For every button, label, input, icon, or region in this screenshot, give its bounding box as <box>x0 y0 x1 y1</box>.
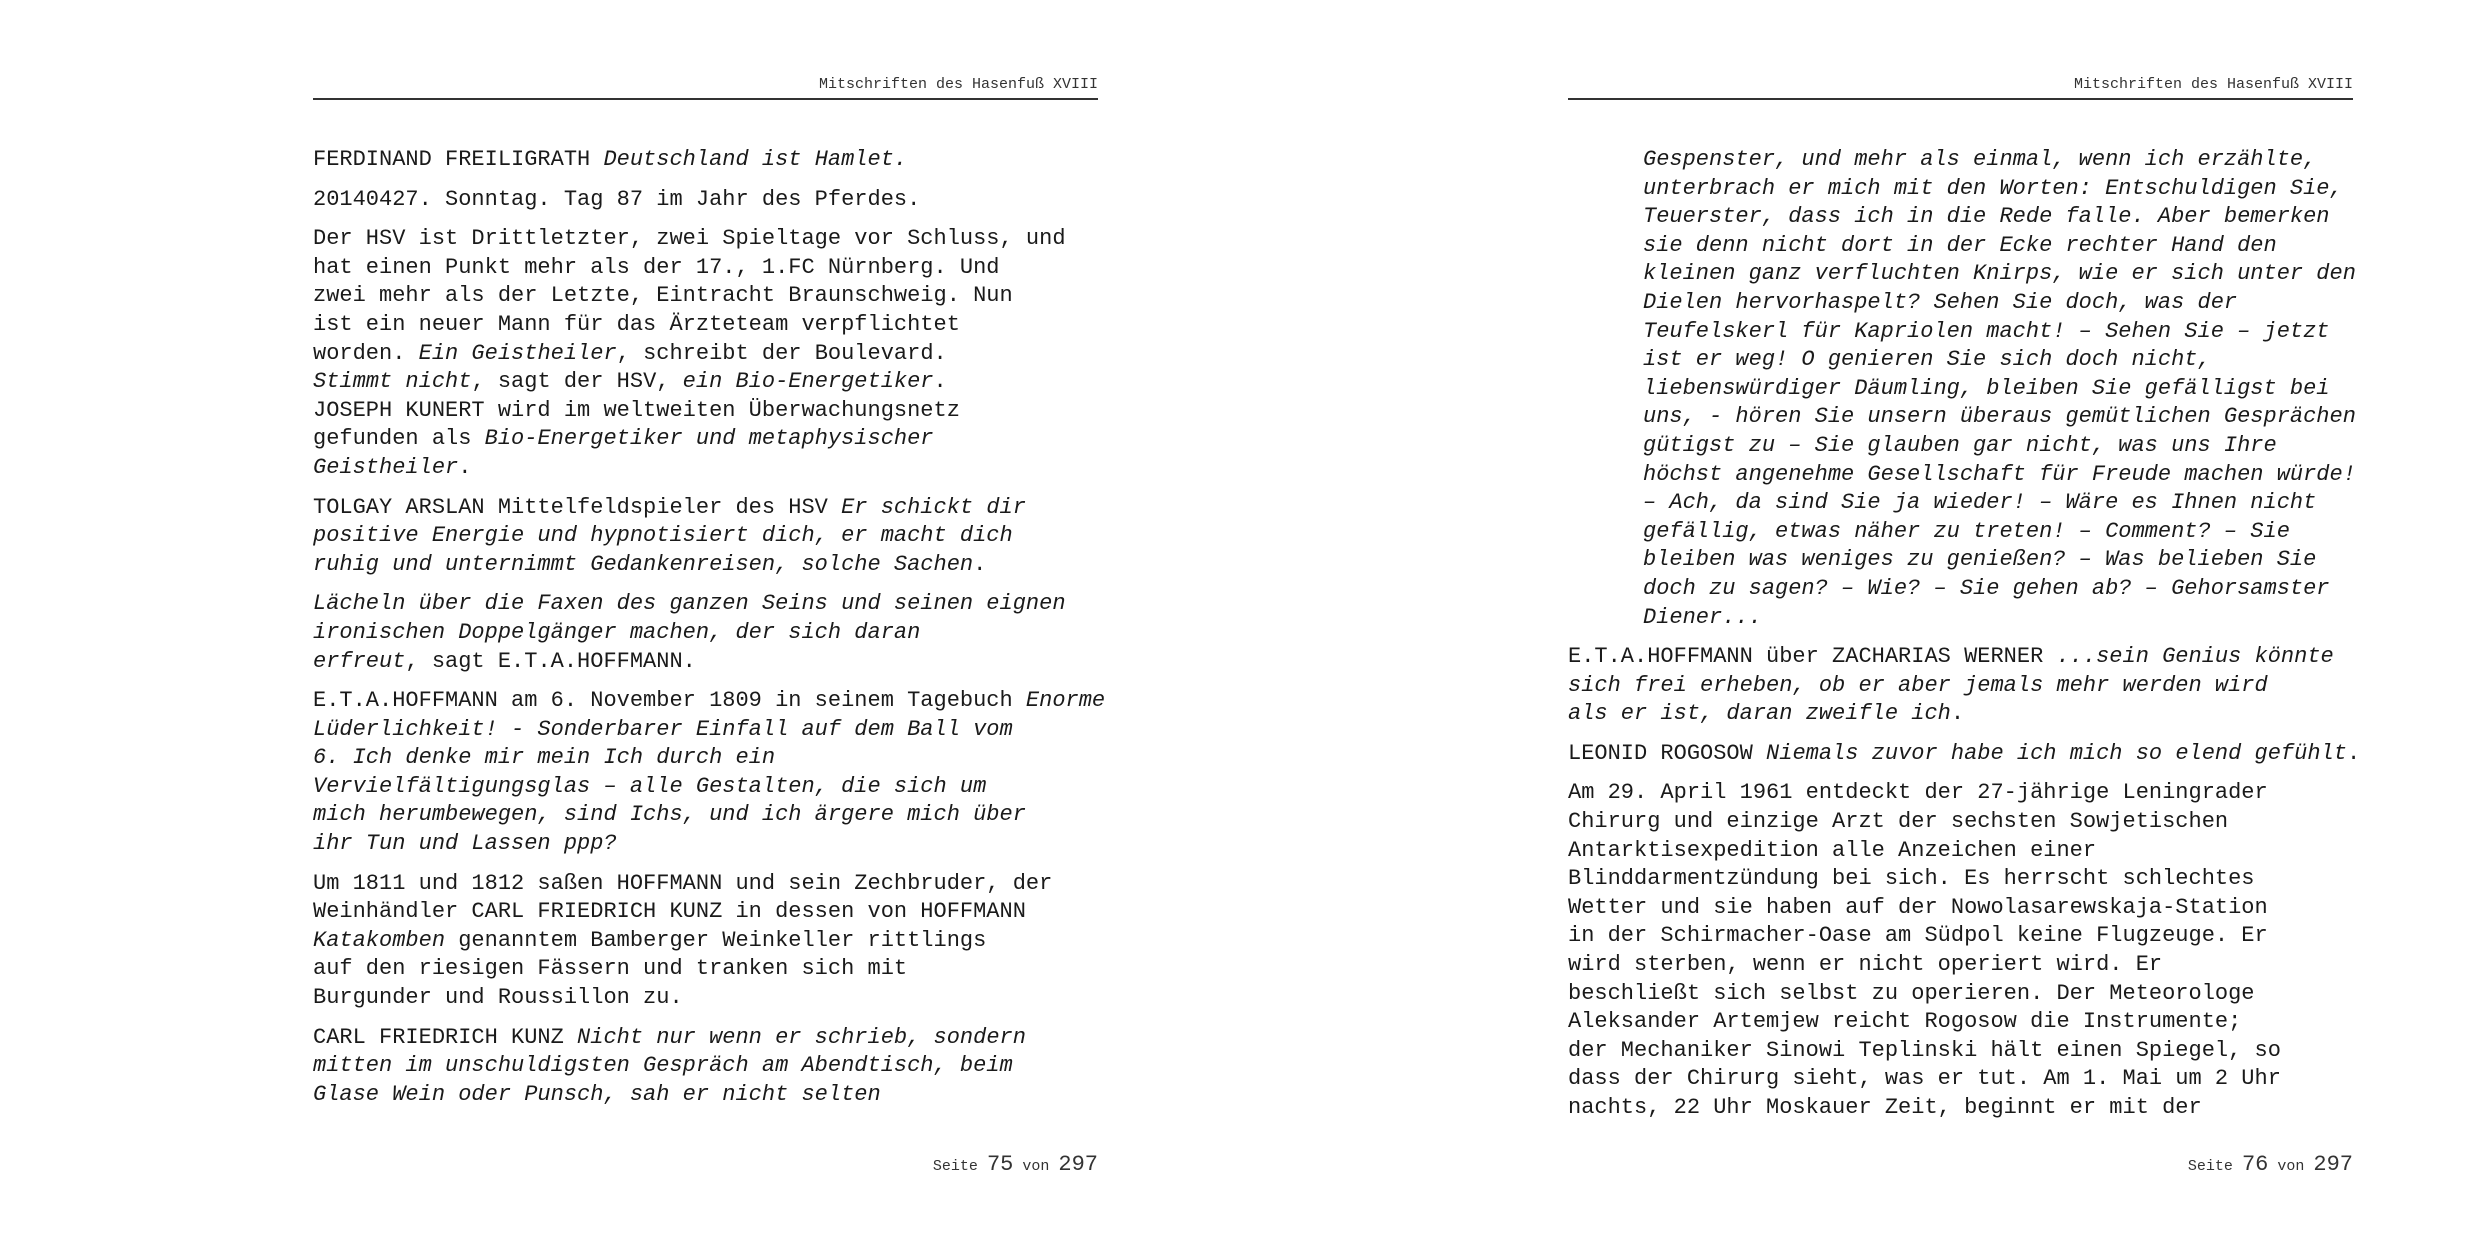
text-line <box>313 522 1098 551</box>
text-line <box>313 927 1098 956</box>
italic-run: ist er weg! O genieren Sie sich doch nicht, <box>1643 347 2211 373</box>
italic-run: gütigst zu – Sie glauben gar nicht, was uns Ihre <box>1643 432 2277 458</box>
text-run: ist ein neuer Mann für das Ärzteteam verpflichtet <box>313 311 960 337</box>
text-run: . <box>2346 740 2361 766</box>
text-run: dass der Chirurg sieht, was er tut. Am 1. Mai um 2 Uhr <box>1568 1066 2281 1092</box>
page-number: 75 <box>986 1152 1014 1177</box>
text-run: E.T.A.HOFFMANN am 6. November 1809 in seinem Tagebuch <box>313 688 1026 714</box>
text-line <box>313 984 1098 1013</box>
italic-run: Enorme <box>1025 688 1106 714</box>
text-line <box>1643 175 2353 204</box>
text-line <box>1643 432 2353 461</box>
italic-run: Ein Geistheiler <box>418 340 617 366</box>
text-line <box>313 744 1098 773</box>
paragraph <box>313 1024 1098 1110</box>
text-line <box>313 340 1098 369</box>
footer-middle: von <box>2277 1158 2305 1175</box>
text-run: LEONID ROGOSOW <box>1568 740 1767 766</box>
text-run: in der Schirmacher-Oase am Südpol keine Flugzeuge. Er <box>1568 923 2268 949</box>
italic-run: ihr Tun und Lassen ppp? <box>313 831 617 857</box>
text-line <box>313 1024 1098 1053</box>
text-run: wird sterben, wenn er nicht operiert wird. Er <box>1568 952 2163 978</box>
text-line <box>1643 146 2353 175</box>
page-body <box>313 146 1106 1120</box>
paragraph <box>313 225 1098 482</box>
text-run: FERDINAND FREILIGRATH <box>313 147 604 172</box>
page-total: 297 <box>2313 1152 2353 1177</box>
running-header: Mitschriften des Hasenfuß XVIII <box>1568 72 2353 100</box>
italic-run: – Ach, da sind Sie ja wieder! – Wäre es Ihnen nicht <box>1643 490 2317 516</box>
text-line <box>313 494 1098 523</box>
italic-run: Nicht nur wenn er schrieb, sondern <box>577 1024 1026 1050</box>
paragraph <box>313 494 1098 580</box>
text-run: Burgunder und Roussillon zu. <box>313 985 683 1011</box>
italic-run: ...sein Genius könnte <box>2056 644 2334 670</box>
footer-prefix: Seite <box>2187 1158 2233 1175</box>
text-run: Blinddarmentzündung bei sich. Es herrscht schlechtes <box>1568 866 2255 892</box>
text-run: auf den riesigen Fässern und tranken sich mit <box>313 956 908 982</box>
text-line <box>1568 1094 2353 1123</box>
italic-run: ruhig und unternimmt Gedankenreisen, solche Sachen <box>313 551 974 577</box>
italic-run: Diener... <box>1643 604 1762 630</box>
text-line <box>1643 403 2356 432</box>
text-run: . <box>973 551 987 577</box>
page-body <box>1568 146 2361 1134</box>
text-run: Wetter und sie haben auf der Nowolasarewskaja-Station <box>1568 894 2268 920</box>
footer-middle: von <box>1022 1158 1050 1175</box>
text-run: E.T.A.HOFFMANN über ZACHARIAS WERNER <box>1568 644 2057 670</box>
italic-run: höchst angenehme Gesellschaft für Freude machen würde! <box>1643 461 2356 487</box>
text-run: . <box>1950 701 1965 727</box>
text-run: TOLGAY ARSLAN Mittelfeldspieler des HSV <box>313 494 842 520</box>
text-line <box>1568 980 2353 1009</box>
text-line <box>313 619 1098 648</box>
italic-run: Bio-Energetiker und metaphysischer <box>484 426 934 452</box>
paragraph <box>1568 779 2353 1122</box>
page-number: 76 <box>2241 1152 2269 1177</box>
italic-run: Vervielfältigungsglas – alle Gestalten, die sich um <box>313 773 987 799</box>
text-line <box>313 830 1098 859</box>
page-footer <box>933 1150 1098 1182</box>
italic-run: Deutschland ist Hamlet. <box>603 147 908 172</box>
text-line <box>1568 808 2353 837</box>
text-run: , sagt E.T.A.HOFFMANN. <box>405 648 696 674</box>
text-line <box>1568 1037 2353 1066</box>
italic-run: Katakomben <box>313 927 446 953</box>
text-line <box>1568 951 2353 980</box>
paragraph <box>313 146 1098 175</box>
text-run: genanntem Bamberger Weinkeller rittlings <box>445 927 987 953</box>
text-line <box>1643 375 2353 404</box>
italic-run: Teuerster, dass ich in die Rede falle. Aber bemerken <box>1643 204 2330 230</box>
text-line <box>313 254 1098 283</box>
text-line <box>313 146 1098 175</box>
italic-run: Niemals zuvor habe ich mich so elend gefühlt <box>1766 740 2347 766</box>
text-run: Chirurg und einzige Arzt der sechsten Sowjetischen <box>1568 809 2229 835</box>
text-run: , schreibt der Boulevard. <box>616 340 947 366</box>
text-line <box>1568 837 2353 866</box>
text-line <box>1643 289 2353 318</box>
paragraph <box>313 687 1106 859</box>
italic-run: Dielen hervorhaspelt? Sehen Sie doch, was der <box>1643 289 2238 315</box>
text-run: beschließt sich selbst zu operieren. Der Meteorologe <box>1568 980 2255 1006</box>
italic-run: uns, - hören Sie unsern überaus gemütlichen Gesprächen <box>1643 404 2356 430</box>
text-line <box>313 225 1098 254</box>
text-run: Aleksander Artemjew reicht Rogosow die Instrumente; <box>1568 1009 2242 1035</box>
right-page <box>1568 0 2361 1240</box>
paragraph <box>1568 740 2361 769</box>
paragraph <box>313 590 1098 676</box>
italic-run: Geistheiler <box>313 454 459 480</box>
text-line <box>313 454 1098 483</box>
text-run: . <box>458 454 472 480</box>
text-line <box>1643 260 2356 289</box>
text-line <box>1643 203 2353 232</box>
text-run: , sagt der HSV, <box>471 369 683 395</box>
paragraph <box>313 870 1098 1013</box>
italic-run: ironischen Doppelgänger machen, der sich daran <box>313 619 921 645</box>
text-line <box>313 1081 1098 1110</box>
text-line <box>1568 672 2353 701</box>
text-line <box>313 716 1098 745</box>
footer-prefix: Seite <box>932 1158 978 1175</box>
text-line <box>1568 922 2353 951</box>
text-line <box>1643 604 2353 633</box>
text-line <box>1643 546 2353 575</box>
text-line <box>313 368 1098 397</box>
italic-run: ein Bio-Energetiker <box>682 369 934 395</box>
italic-run: unterbrach er mich mit den Worten: Entschuldigen Sie, <box>1643 175 2343 201</box>
italic-run: erfreut <box>313 648 406 674</box>
text-line <box>1568 740 2361 769</box>
text-line <box>313 898 1098 927</box>
text-run: Am 29. April 1961 entdeckt der 27-jährige Leningrader <box>1568 780 2268 806</box>
paragraph <box>1568 146 2356 632</box>
text-run: Der HSV ist Drittletzter, zwei Spieltage vor Schluss, und <box>313 226 1066 252</box>
text-line <box>1643 489 2353 518</box>
text-line <box>1568 1065 2353 1094</box>
text-run: . <box>933 369 947 395</box>
text-line <box>313 311 1098 340</box>
text-line <box>1568 1008 2353 1037</box>
paragraph <box>1568 643 2353 729</box>
italic-run: 6. Ich denke mir mein Ich durch ein <box>313 745 776 771</box>
page-footer <box>2188 1150 2353 1182</box>
italic-run: Er schickt dir <box>841 494 1026 520</box>
italic-run: Stimmt nicht <box>313 369 472 395</box>
italic-run: Glase Wein oder Punsch, sah er nicht selten <box>313 1081 881 1107</box>
text-run: gefunden als <box>313 426 485 452</box>
text-line <box>1568 643 2353 672</box>
italic-run: Gespenster, und mehr als einmal, wenn ich erzählte, <box>1643 147 2317 172</box>
text-line <box>313 801 1098 830</box>
italic-run: mitten im unschuldigsten Gespräch am Abendtisch, beim <box>313 1053 1013 1079</box>
italic-run: positive Energie und hypnotisiert dich, er macht dich <box>313 523 1013 549</box>
text-line <box>313 687 1106 716</box>
italic-run: gefällig, etwas näher zu treten! – Comment? – Sie <box>1643 518 2290 544</box>
text-run: JOSEPH KUNERT wird im weltweiten Überwachungsnetz <box>313 397 960 423</box>
text-line <box>313 590 1098 619</box>
text-line <box>313 1052 1098 1081</box>
text-line <box>1568 700 2353 729</box>
text-line <box>313 551 1098 580</box>
italic-run: als er ist, daran zweifle ich <box>1568 701 1951 727</box>
text-run: zwei mehr als der Letzte, Eintracht Braunschweig. Nun <box>313 283 1013 309</box>
text-line <box>1568 894 2353 923</box>
text-line <box>1643 575 2353 604</box>
text-line <box>313 397 1098 426</box>
italic-run: sie denn nicht dort in der Ecke rechter Hand den <box>1643 232 2277 258</box>
text-run: worden. <box>313 340 419 366</box>
text-line <box>1568 865 2353 894</box>
italic-run: bleiben was weniges zu genießen? – Was belieben Sie <box>1643 547 2317 573</box>
italic-run: mich herumbewegen, sind Ichs, und ich ärgere mich über <box>313 802 1026 828</box>
page-total: 297 <box>1058 1152 1098 1177</box>
left-page <box>313 0 1106 1240</box>
text-run: der Mechaniker Sinowi Teplinski hält einen Spiegel, so <box>1568 1037 2281 1063</box>
text-line <box>313 282 1098 311</box>
text-line <box>313 425 1098 454</box>
paragraph <box>313 186 1098 215</box>
text-line <box>313 870 1098 899</box>
text-line <box>313 186 1098 215</box>
text-line <box>1643 518 2353 547</box>
text-run: 20140427. Sonntag. Tag 87 im Jahr des Pferdes. <box>313 186 921 212</box>
italic-run: sich frei erheben, ob er aber jemals mehr werden wird <box>1568 672 2268 698</box>
text-line <box>1643 232 2353 261</box>
text-run: Antarktisexpedition alle Anzeichen einer <box>1568 837 2097 863</box>
italic-run: Lächeln über die Faxen des ganzen Seins und seinen eignen <box>313 591 1066 617</box>
italic-run: liebenswürdiger Däumling, bleiben Sie gefälligst bei <box>1643 375 2330 401</box>
italic-run: Teufelskerl für Kapriolen macht! – Sehen Sie – jetzt <box>1643 318 2330 344</box>
text-line <box>1643 318 2353 347</box>
running-header: Mitschriften des Hasenfuß XVIII <box>313 72 1098 100</box>
text-run: hat einen Punkt mehr als der 17., 1.FC Nürnberg. Und <box>313 254 1000 280</box>
italic-run: doch zu sagen? – Wie? – Sie gehen ab? – Gehorsamster <box>1643 575 2330 601</box>
text-run: CARL FRIEDRICH KUNZ <box>313 1024 578 1050</box>
text-line <box>1568 779 2353 808</box>
italic-run: Lüderlichkeit! - Sonderbarer Einfall auf dem Ball vom <box>313 716 1013 742</box>
text-run: Um 1811 und 1812 saßen HOFFMANN und sein Zechbruder, der <box>313 870 1053 896</box>
text-line <box>1643 461 2356 490</box>
text-line <box>313 648 1098 677</box>
text-run: nachts, 22 Uhr Moskauer Zeit, beginnt er mit der <box>1568 1095 2202 1120</box>
text-line <box>1643 346 2353 375</box>
italic-run: kleinen ganz verfluchten Knirps, wie er sich unter den <box>1643 261 2356 287</box>
text-line <box>313 773 1098 802</box>
text-line <box>313 955 1098 984</box>
text-run: Weinhändler CARL FRIEDRICH KUNZ in dessen von HOFFMANN <box>313 899 1026 925</box>
